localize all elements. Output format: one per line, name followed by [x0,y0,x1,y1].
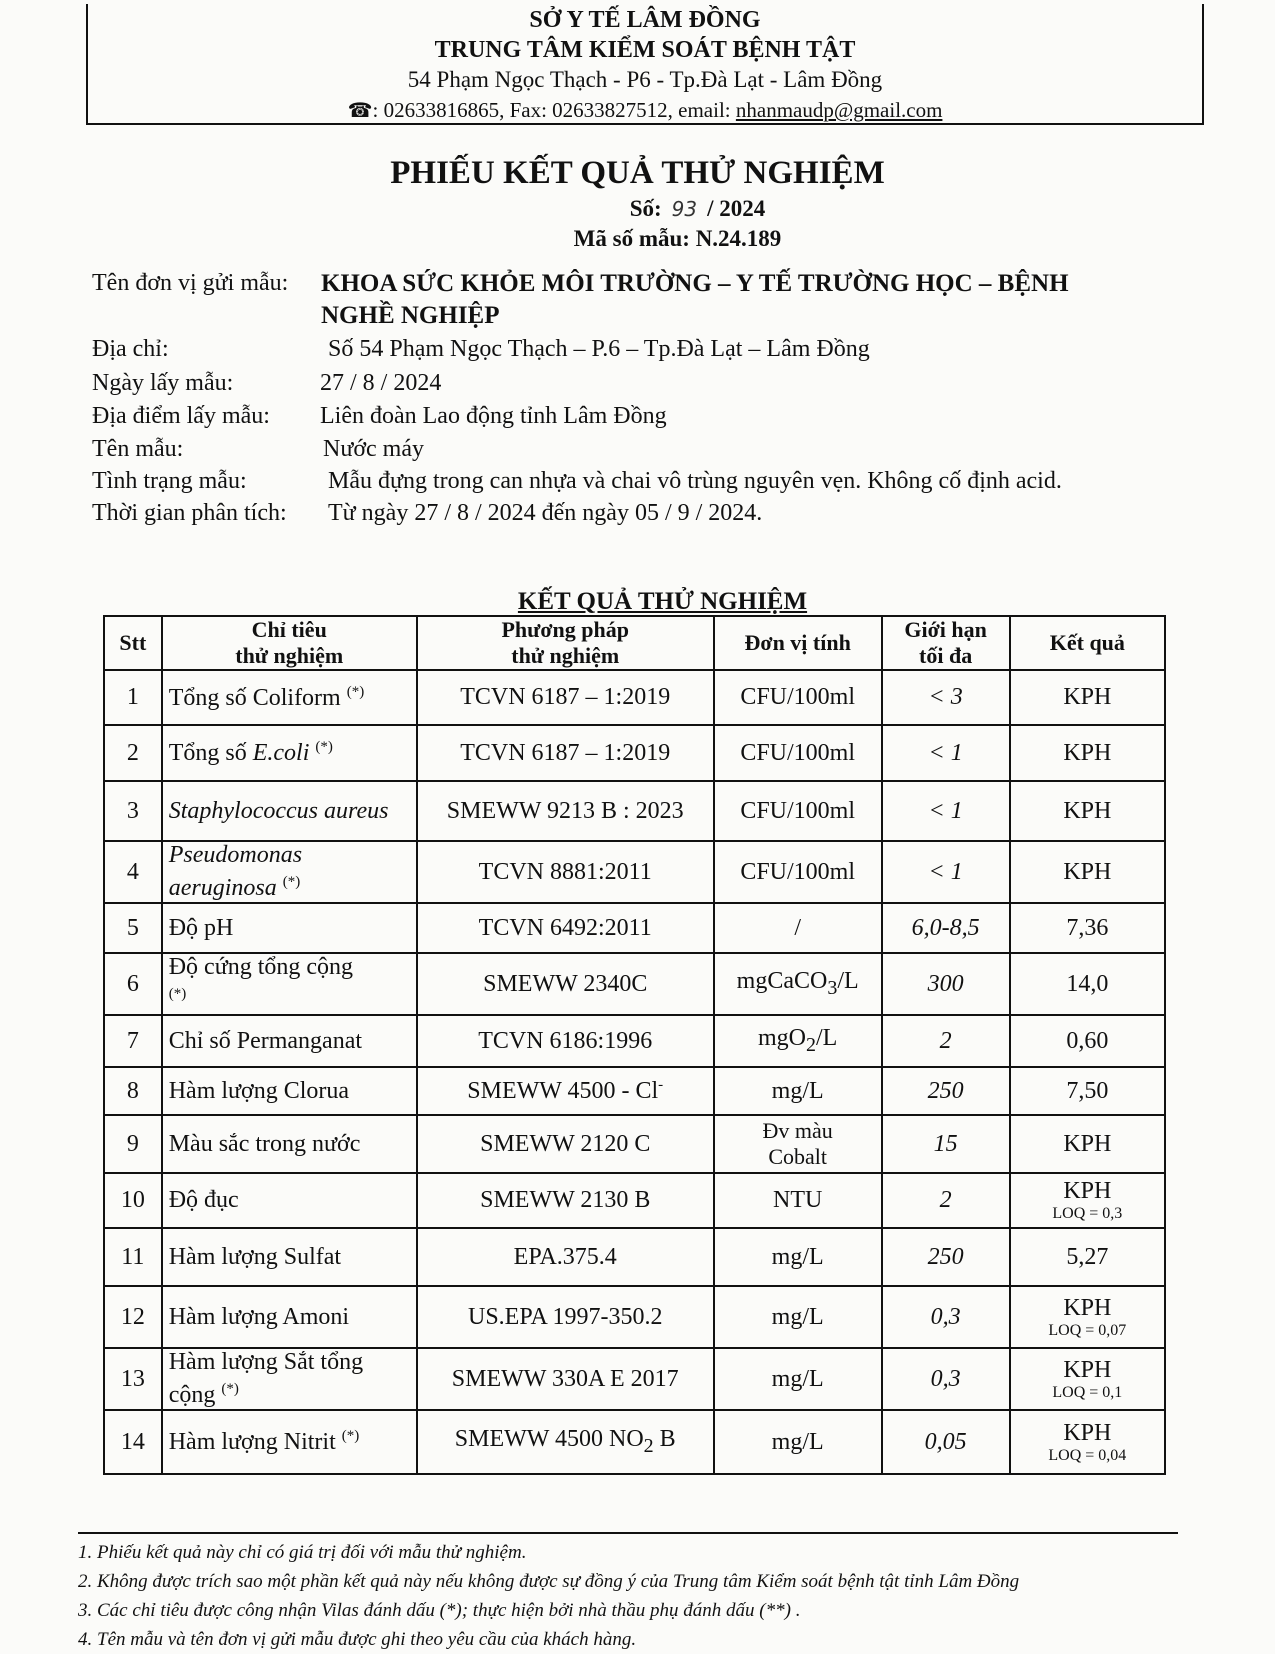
date-label: Ngày lấy mẫu: [92,370,234,396]
cell-limit: 250 [882,1228,1010,1286]
cell-result [1010,1286,1165,1348]
cell-indicator [162,1348,417,1410]
email-link[interactable]: nhanmaudp@gmail.com [735,98,943,122]
table-row [104,1173,1165,1228]
method-subscript: 2 [643,1434,654,1457]
cell-stt: 6 [104,953,162,1015]
loq-text: LOQ = 0,3 [1052,1205,1123,1222]
cell-result [1010,1410,1165,1474]
cell-result: KPH [1010,725,1165,781]
result-text: KPH [1063,1419,1112,1446]
department-name: SỞ Y TẾ LÂM ĐỒNG [529,7,761,33]
cell-unit: mg/L [714,1067,882,1115]
cell-stt: 2 [104,725,162,781]
cell-indicator: Hàm lượng Amoni [162,1286,417,1348]
number-label: Số: [629,196,662,221]
cell-method: TCVN 6187 – 1:2019 [417,725,714,781]
indicator-text: Tổng số Coliform [168,684,341,711]
footnote-2: 2. Không được trích sao một phần kết quả này nếu không được sự đồng ý của Trung tâm Kiểm soát bệnh tật tỉnh Lâm Đồng [78,1571,1020,1592]
cell-result: 0,60 [1010,1015,1165,1067]
cell-indicator [162,781,417,841]
cell-method: EPA.375.4 [417,1228,714,1286]
vilas-mark: (*) [221,1381,239,1397]
cell-limit: 15 [882,1115,1010,1173]
table-row [104,1115,1165,1173]
cell-limit: 250 [882,1067,1010,1115]
table-row [104,1348,1165,1410]
condition-label: Tình trạng mẫu: [92,468,247,494]
address-label: Địa chỉ: [92,336,169,362]
cell-method: SMEWW 330A E 2017 [417,1348,714,1410]
header-limit-line1: Giới hạn [904,617,987,642]
indicator-italic: E.coli [252,740,310,766]
cell-indicator: Độ pH [162,903,417,953]
table-row [104,1410,1165,1474]
letterhead [86,4,1204,125]
cell-limit: 0,3 [882,1286,1010,1348]
cell-stt: 10 [104,1173,162,1228]
header-limit [882,616,1010,670]
cell-indicator: Màu sắc trong nước [162,1115,417,1173]
period-label: Thời gian phân tích: [92,500,287,526]
cell-result: KPH [1010,781,1165,841]
cell-indicator: Hàm lượng Sulfat [162,1228,417,1286]
footnotes [78,1532,1178,1654]
cell-indicator [162,725,417,781]
unit-subscript: 2 [806,1033,816,1056]
indicator-text: Độ cứng tổng cộng [168,954,354,980]
cell-stt: 1 [104,670,162,725]
unit-tail: /L [816,1025,838,1052]
cell-stt: 9 [104,1115,162,1173]
period-value: Từ ngày 27 / 8 / 2024 đến ngày 05 / 9 / 2024. [328,500,763,526]
cell-unit: CFU/100ml [714,725,882,781]
vilas-mark: (*) [315,739,333,755]
cell-stt: 14 [104,1410,162,1474]
indicator-italic: Staphylococcus aureus [168,797,389,824]
header-indicator-line2: thử nghiệm [235,643,344,668]
result-text: KPH [1063,1178,1112,1204]
header-method [417,616,714,670]
cell-stt: 12 [104,1286,162,1348]
table-header-row [104,616,1165,670]
loq-text: LOQ = 0,1 [1052,1383,1123,1401]
cell-method: US.EPA 1997-350.2 [417,1286,714,1348]
header-indicator-line1: Chỉ tiêu [251,617,327,642]
indicator-text: Hàm lượng Sắt tổng cộng [168,1349,364,1408]
cell-limit: < 1 [882,781,1010,841]
header-method-line2: thử nghiệm [511,643,620,668]
cell-limit: 300 [882,953,1010,1015]
number-value: 93 [671,197,698,221]
results-table-title: KẾT QUẢ THỬ NGHIỆM [517,588,808,615]
cell-stt: 8 [104,1067,162,1115]
cell-result: KPH [1010,1115,1165,1173]
cell-limit: 2 [882,1173,1010,1228]
unit-text: mgO [758,1025,806,1052]
cell-indicator [162,953,417,1015]
vilas-mark: (*) [341,1428,360,1444]
vilas-mark: (*) [168,986,187,1002]
cell-indicator [162,670,417,725]
loq-text: LOQ = 0,07 [1048,1321,1127,1339]
table-row [104,953,1165,1015]
results-table [103,615,1166,1475]
contact-text: : 02633816865, Fax: 02633827512, email: [372,98,736,122]
loq-text: LOQ = 0,04 [1048,1446,1127,1464]
table-row [104,781,1165,841]
cell-method: SMEWW 2120 C [417,1115,714,1173]
indicator-text: Tổng số [168,740,247,766]
cell-stt: 5 [104,903,162,953]
cell-unit: CFU/100ml [714,841,882,903]
cell-indicator [162,841,417,903]
cell-method [417,1410,714,1474]
location-value: Liên đoàn Lao động tỉnh Lâm Đồng [320,403,667,429]
cell-result: KPH [1010,670,1165,725]
cell-unit: CFU/100ml [714,670,882,725]
indicator-italic: Pseudomonas aeruginosa [168,842,303,901]
header-unit: Đơn vị tính [714,616,882,670]
date-value: 27 / 8 / 2024 [320,370,442,396]
center-address: 54 Phạm Ngọc Thạch - P6 - Tp.Đà Lạt - Lâm Đồng [407,67,883,92]
cell-limit: 0,3 [882,1348,1010,1410]
table-row [104,670,1165,725]
sample-code: Mã số mẫu: N.24.189 [573,226,782,251]
cell-unit: Đv màu Cobalt [714,1115,882,1173]
indicator-text: Hàm lượng Nitrit [168,1429,336,1455]
cell-stt: 3 [104,781,162,841]
footnote-1: 1. Phiếu kết quả này chỉ có giá trị đối với mẫu thử nghiệm. [78,1542,527,1563]
cell-result: 14,0 [1010,953,1165,1015]
unit-text: mgCaCO [736,968,828,995]
cell-method: TCVN 6186:1996 [417,1015,714,1067]
cell-indicator: Chỉ số Permanganat [162,1015,417,1067]
cell-result [1010,1348,1165,1410]
number-year: / 2024 [707,196,766,221]
vilas-mark: (*) [282,874,301,890]
sender-value-line1: KHOA SỨC KHỎE MÔI TRƯỜNG – Y TẾ TRƯỜNG HỌC – BỆNH [321,270,1069,297]
document-title: PHIẾU KẾT QUẢ THỬ NGHIỆM [390,155,885,191]
header-stt: Stt [104,616,162,670]
sender-value-line2: NGHỀ NGHIỆP [321,302,500,329]
header-method-line1: Phương pháp [501,617,629,642]
table-row [104,1228,1165,1286]
cell-result: 5,27 [1010,1228,1165,1286]
table-row [104,841,1165,903]
table-row [104,1067,1165,1115]
cell-result: 7,36 [1010,903,1165,953]
sample-name-value: Nước máy [323,436,425,462]
table-row [104,1286,1165,1348]
cell-stt: 4 [104,841,162,903]
unit-tail: /L [837,968,859,995]
cell-limit: < 3 [882,670,1010,725]
unit-subscript: 3 [827,976,838,999]
cell-indicator [162,1410,417,1474]
cell-method: TCVN 6492:2011 [417,903,714,953]
cell-unit: CFU/100ml [714,781,882,841]
address-value: Số 54 Phạm Ngọc Thạch – P.6 – Tp.Đà Lạt – Lâm Đồng [328,336,870,362]
footnote-4: 4. Tên mẫu và tên đơn vị gửi mẫu được ghi theo yêu cầu của khách hàng. [78,1629,637,1650]
header-limit-line2: tối đa [919,643,973,668]
table-row [104,725,1165,781]
cell-method [417,1067,714,1115]
table-row [104,903,1165,953]
condition-value: Mẫu đựng trong can nhựa và chai vô trùng nguyên vẹn. Không cố định acid. [328,468,1062,494]
cell-stt: 11 [104,1228,162,1286]
cell-unit: mg/L [714,1228,882,1286]
cell-indicator: Độ đục [162,1173,417,1228]
cell-unit: / [714,903,882,953]
cell-method: SMEWW 2130 B [417,1173,714,1228]
cell-stt: 13 [104,1348,162,1410]
footnote-3: 3. Các chỉ tiêu được công nhận Vilas đánh dấu (*); thực hiện bởi nhà thầu phụ đánh dấu (**) . [78,1600,801,1621]
cell-unit: mg/L [714,1348,882,1410]
cell-limit: 2 [882,1015,1010,1067]
cell-limit: < 1 [882,841,1010,903]
cell-stt: 7 [104,1015,162,1067]
cell-method: TCVN 6187 – 1:2019 [417,670,714,725]
header-result: Kết quả [1010,616,1165,670]
method-tail: B [653,1426,676,1453]
table-row [104,1015,1165,1067]
cell-unit: NTU [714,1173,882,1228]
cell-method: TCVN 8881:2011 [417,841,714,903]
method-text: SMEWW 4500 NO [454,1426,644,1453]
phone-icon: ☎ [347,100,373,122]
cell-result: KPH [1010,841,1165,903]
method-superscript: - [658,1077,664,1093]
cell-indicator: Hàm lượng Clorua [162,1067,417,1115]
sample-name-label: Tên mẫu: [92,436,184,462]
cell-unit: mg/L [714,1286,882,1348]
cell-unit [714,1015,882,1067]
center-name: TRUNG TÂM KIỂM SOÁT BỆNH TẬT [434,37,856,63]
cell-unit: mg/L [714,1410,882,1474]
location-label: Địa điểm lấy mẫu: [92,403,270,429]
document-number [60,196,1275,222]
result-text: KPH [1063,1356,1112,1383]
result-text: KPH [1063,1294,1112,1321]
header-indicator [162,616,417,670]
cell-method: SMEWW 9213 B : 2023 [417,781,714,841]
sender-label: Tên đơn vị gửi mẫu: [92,270,289,296]
cell-limit: 0,05 [882,1410,1010,1474]
cell-method: SMEWW 2340C [417,953,714,1015]
cell-limit: < 1 [882,725,1010,781]
cell-result [1010,1173,1165,1228]
cell-result: 7,50 [1010,1067,1165,1115]
contact-line [88,95,1202,126]
vilas-mark: (*) [346,683,365,700]
method-text: SMEWW 4500 - Cl [467,1078,659,1104]
cell-limit: 6,0-8,5 [882,903,1010,953]
cell-unit [714,953,882,1015]
